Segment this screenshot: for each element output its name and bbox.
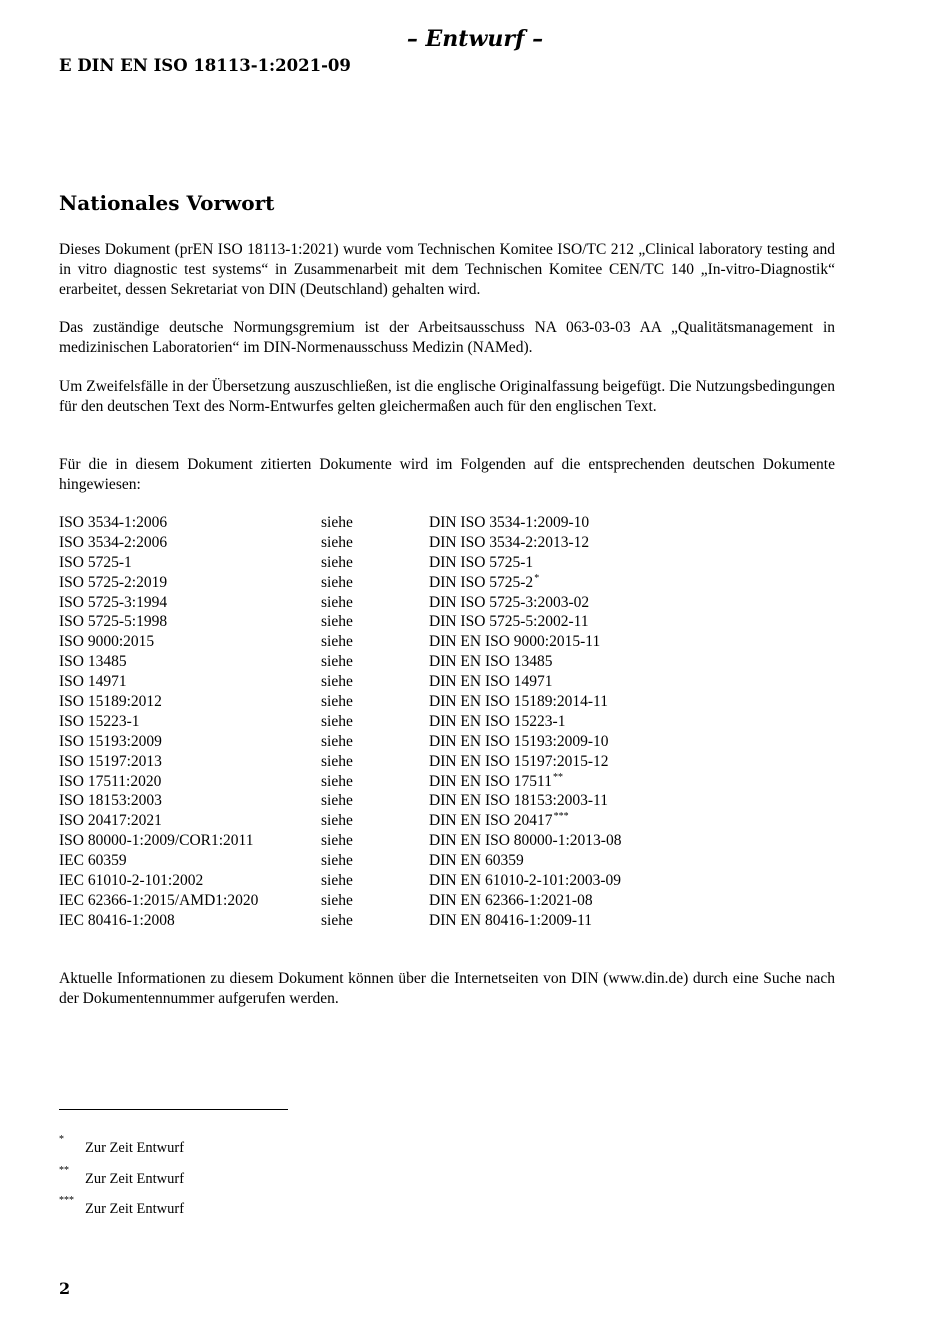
reference-iso-cell-text: ISO 5725-1: [59, 553, 132, 571]
reference-see-cell: [321, 712, 353, 732]
table-row: [59, 533, 835, 553]
table-row: [59, 712, 835, 732]
reference-see-cell: [321, 612, 353, 632]
reference-iso-cell-text: ISO 13485: [59, 653, 127, 671]
reference-iso-cell: [59, 891, 258, 911]
reference-see-cell-text: siehe: [321, 712, 353, 730]
reference-iso-cell-text: ISO 5725-2:2019: [59, 573, 168, 591]
table-row: [59, 791, 835, 811]
reference-see-cell-text: siehe: [321, 832, 353, 850]
reference-table: [59, 513, 835, 931]
reference-iso-cell: [59, 533, 167, 553]
reference-din-cell: [429, 553, 533, 573]
table-row: [59, 851, 835, 871]
reference-iso-cell: [59, 553, 132, 573]
reference-iso-cell: [59, 513, 167, 533]
reference-iso-cell-text: ISO 20417:2021: [59, 812, 162, 830]
reference-din-cell: [429, 593, 589, 613]
reference-see-cell: [321, 692, 353, 712]
reference-see-cell: [321, 732, 353, 752]
reference-see-cell-text: siehe: [321, 891, 353, 909]
reference-iso-cell-text: IEC 61010-2-101:2002: [59, 872, 204, 890]
paragraph-committee: Dieses Dokument (prEN ISO 18113-1:2021) wurde vom Technischen Komitee ISO/TC 212 „Clinical laboratory testing and in vitro diagnostic test systems“ in Zusammenarbeit mit dem Technischen Komitee CEN/TC 140 „In-vitro-Diagnostik“ erarbeitet, dessen Sekretariat von DIN (Deutschland) gehalten wird.: [59, 241, 835, 298]
reference-iso-cell-text: ISO 9000:2015: [59, 633, 155, 651]
reference-din-cell-text: DIN ISO 5725-2: [429, 573, 534, 591]
reference-din-cell: [429, 652, 553, 672]
reference-din-cell: [429, 672, 553, 692]
reference-din-cell-text: DIN EN ISO 80000-1:2013-08: [429, 832, 622, 850]
reference-see-cell-text: siehe: [321, 852, 353, 870]
reference-din-cell-text: DIN EN ISO 15197:2015-12: [429, 752, 609, 770]
reference-din-cell: [429, 712, 565, 732]
table-row: [59, 752, 835, 772]
reference-see-cell-text: siehe: [321, 593, 353, 611]
reference-din-cell-text: DIN EN ISO 15193:2009-10: [429, 732, 609, 750]
footnote-reference: **: [553, 771, 563, 783]
reference-iso-cell: [59, 632, 154, 652]
footnote-reference: *: [534, 572, 540, 584]
reference-iso-cell-text: ISO 15189:2012: [59, 693, 162, 711]
reference-iso-cell-text: ISO 17511:2020: [59, 772, 162, 790]
reference-din-cell-text: DIN ISO 3534-1:2009-10: [429, 514, 590, 531]
reference-see-cell-text: siehe: [321, 812, 353, 830]
reference-see-cell-text: siehe: [321, 911, 353, 929]
table-row: [59, 573, 835, 593]
reference-iso-cell-text: ISO 14971: [59, 673, 127, 691]
reference-see-cell-text: siehe: [321, 573, 353, 591]
reference-see-cell: [321, 911, 353, 931]
reference-iso-cell-text: ISO 15197:2013: [59, 752, 162, 770]
reference-din-cell: [429, 811, 569, 831]
reference-din-cell-text: DIN EN ISO 14971: [429, 673, 553, 691]
reference-iso-cell: [59, 692, 162, 712]
page-number: 2: [59, 1279, 71, 1298]
reference-din-cell: [429, 791, 608, 811]
reference-din-cell-text: DIN EN ISO 17511: [429, 772, 552, 790]
reference-iso-cell: [59, 772, 161, 792]
reference-iso-cell-text: ISO 15193:2009: [59, 732, 162, 750]
footnote-divider: [59, 1109, 288, 1110]
reference-din-cell: [429, 891, 593, 911]
reference-din-cell-text: DIN EN ISO 9000:2015-11: [429, 633, 601, 651]
reference-din-cell-text: DIN EN 60359: [429, 852, 524, 870]
reference-see-cell-text: siehe: [321, 752, 353, 770]
reference-see-cell-text: siehe: [321, 693, 353, 711]
reference-see-cell: [321, 791, 353, 811]
reference-din-cell-text: DIN EN ISO 13485: [429, 653, 553, 671]
reference-see-cell-text: siehe: [321, 653, 353, 671]
reference-iso-cell-text: IEC 62366-1:2015/AMD1:2020: [59, 891, 259, 909]
reference-iso-cell-text: ISO 5725-3:1994: [59, 593, 168, 611]
reference-din-cell-text: DIN EN ISO 20417: [429, 812, 553, 830]
reference-see-cell-text: siehe: [321, 613, 353, 631]
reference-iso-cell-text: ISO 3534-1:2006: [59, 514, 168, 531]
reference-iso-cell-text: IEC 80416-1:2008: [59, 911, 175, 929]
reference-iso-cell: [59, 871, 203, 891]
reference-din-cell-text: DIN ISO 5725-5:2002-11: [429, 613, 589, 631]
table-row: [59, 513, 835, 533]
reference-see-cell: [321, 871, 353, 891]
reference-iso-cell: [59, 573, 167, 593]
reference-see-cell: [321, 533, 353, 553]
reference-see-cell-text: siehe: [321, 533, 353, 551]
reference-iso-cell: [59, 593, 167, 613]
reference-iso-cell: [59, 672, 127, 692]
reference-din-cell-text: DIN EN ISO 15223-1: [429, 712, 566, 730]
table-row: [59, 593, 835, 613]
document-id: E DIN EN ISO 18113-1:2021-09: [59, 56, 351, 75]
reference-see-cell: [321, 593, 353, 613]
reference-see-cell: [321, 513, 353, 533]
reference-iso-cell-text: ISO 3534-2:2006: [59, 533, 168, 551]
reference-see-cell: [321, 752, 353, 772]
table-row: [59, 871, 835, 891]
reference-iso-cell: [59, 752, 162, 772]
reference-see-cell-text: siehe: [321, 792, 353, 810]
footnote-reference: ***: [553, 811, 569, 823]
reference-see-cell: [321, 851, 353, 871]
reference-iso-cell-text: IEC 60359: [59, 852, 127, 870]
reference-din-cell-text: DIN EN ISO 15189:2014-11: [429, 693, 608, 711]
reference-iso-cell: [59, 831, 253, 851]
reference-iso-cell: [59, 612, 167, 632]
table-row: [59, 811, 835, 831]
paragraph-standards-body: Das zuständige deutsche Normungsgremium ist der Arbeitsausschuss NA 063-03-03 AA „Qualitätsmanagement in medizinischen Laboratorien“ im DIN-Normenausschuss Medizin (NAMed).: [59, 319, 835, 356]
reference-see-cell: [321, 652, 353, 672]
table-row: [59, 772, 835, 792]
reference-iso-cell: [59, 732, 162, 752]
reference-iso-cell: [59, 851, 127, 871]
table-row: [59, 692, 835, 712]
reference-see-cell-text: siehe: [321, 673, 353, 691]
reference-din-cell: [429, 533, 589, 553]
draft-mark: – Entwurf –: [406, 26, 544, 52]
table-row: [59, 553, 835, 573]
reference-din-cell: [429, 692, 608, 712]
reference-din-cell: [429, 911, 592, 931]
reference-din-cell: [429, 772, 563, 792]
footnote-text: Zur Zeit Entwurf: [85, 1140, 185, 1156]
reference-din-cell-text: DIN ISO 5725-1: [429, 553, 534, 571]
reference-din-cell: [429, 513, 589, 533]
table-row: [59, 612, 835, 632]
reference-see-cell: [321, 573, 353, 593]
reference-see-cell: [321, 891, 353, 911]
table-row: [59, 632, 835, 652]
reference-din-cell-text: DIN EN ISO 18153:2003-11: [429, 792, 608, 810]
reference-iso-cell: [59, 791, 162, 811]
reference-see-cell-text: siehe: [321, 633, 353, 651]
reference-see-cell-text: siehe: [321, 553, 353, 571]
reference-iso-cell-text: ISO 5725-5:1998: [59, 613, 168, 631]
reference-iso-cell: [59, 712, 140, 732]
footnote-mark: ***: [59, 1195, 74, 1206]
reference-din-cell-text: DIN EN 62366-1:2021-08: [429, 891, 593, 909]
reference-see-cell: [321, 772, 353, 792]
reference-din-cell-text: DIN ISO 5725-3:2003-02: [429, 593, 590, 611]
reference-din-cell: [429, 871, 621, 891]
reference-see-cell-text: siehe: [321, 514, 353, 531]
reference-iso-cell-text: ISO 18153:2003: [59, 792, 162, 810]
table-row: [59, 911, 835, 931]
table-row: [59, 732, 835, 752]
reference-iso-cell-text: ISO 80000-1:2009/COR1:2011: [59, 832, 254, 850]
table-row: [59, 891, 835, 911]
reference-see-cell: [321, 831, 353, 851]
reference-see-cell: [321, 672, 353, 692]
reference-din-cell-text: DIN EN 80416-1:2009-11: [429, 911, 593, 929]
reference-din-cell-text: DIN ISO 3534-2:2013-12: [429, 533, 590, 551]
reference-see-cell-text: siehe: [321, 732, 353, 750]
footnote-mark: *: [59, 1134, 64, 1145]
paragraph-translation: Um Zweifelsfälle in der Übersetzung auszuschließen, ist die englische Originalfassung beigefügt. Die Nutzungsbedingungen für den deutschen Text des Norm-Entwurfes gelten gleichermaßen auch für den englischen Text.: [59, 378, 835, 415]
reference-din-cell: [429, 632, 600, 652]
table-row: [59, 652, 835, 672]
reference-see-cell: [321, 632, 353, 652]
reference-iso-cell: [59, 811, 162, 831]
reference-din-cell: [429, 732, 609, 752]
footnote-text: Zur Zeit Entwurf: [85, 1171, 185, 1187]
footnote-text: Zur Zeit Entwurf: [85, 1201, 185, 1217]
reference-see-cell: [321, 553, 353, 573]
footnote-mark: **: [59, 1165, 69, 1176]
section-title: Nationales Vorwort: [59, 191, 275, 215]
reference-din-cell: [429, 573, 539, 593]
reference-din-cell-text: DIN EN 61010-2-101:2003-09: [429, 872, 622, 890]
table-row: [59, 672, 835, 692]
reference-see-cell: [321, 811, 353, 831]
reference-see-cell-text: siehe: [321, 772, 353, 790]
reference-see-cell-text: siehe: [321, 872, 353, 890]
reference-din-cell: [429, 831, 621, 851]
paragraph-closing: Aktuelle Informationen zu diesem Dokument können über die Internetseiten von DIN (www.din.de) durch eine Suche nach der Dokumentennummer aufgerufen werden.: [59, 970, 835, 1007]
reference-iso-cell-text: ISO 15223-1: [59, 712, 140, 730]
reference-din-cell: [429, 851, 524, 871]
paragraph-references-intro: Für die in diesem Dokument zitierten Dokumente wird im Folgenden auf die entsprechenden deutschen Dokumente hingewiesen:: [59, 456, 835, 493]
reference-din-cell: [429, 752, 609, 772]
reference-iso-cell: [59, 911, 175, 931]
reference-iso-cell: [59, 652, 127, 672]
table-row: [59, 831, 835, 851]
reference-din-cell: [429, 612, 589, 632]
